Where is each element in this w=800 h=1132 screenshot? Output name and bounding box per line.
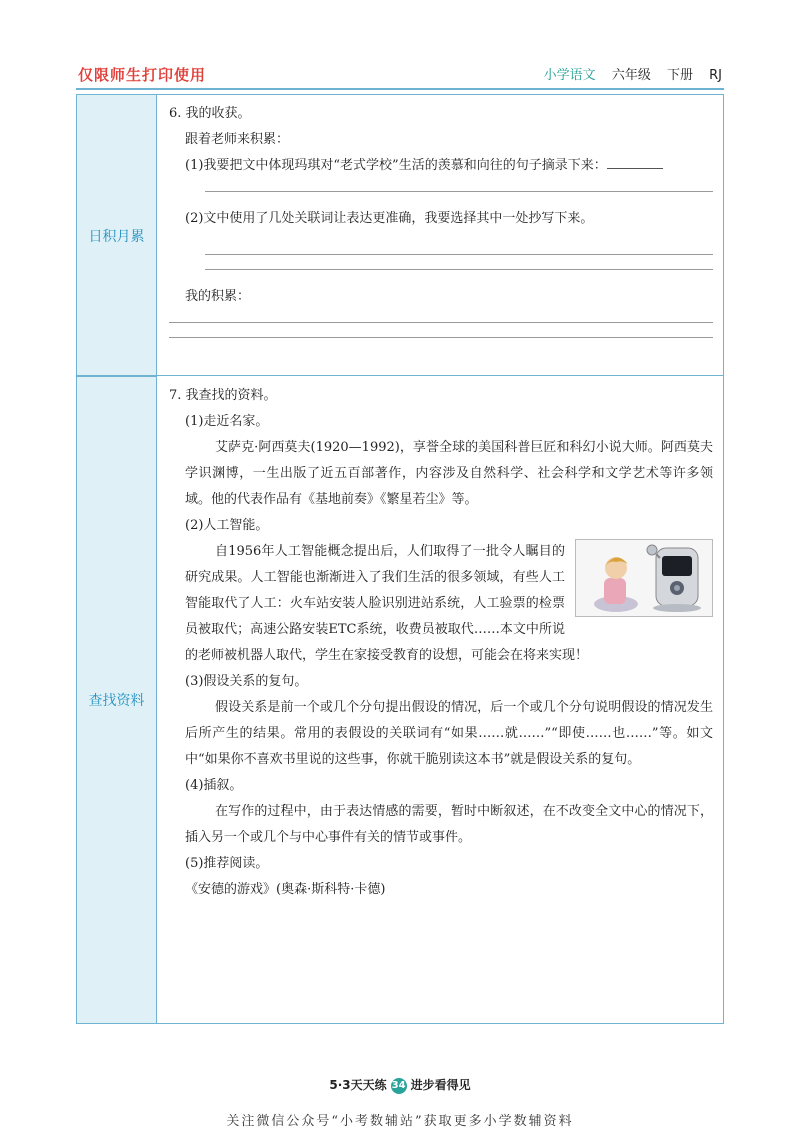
item-3-title: (3)假设关系的复句。 xyxy=(185,674,308,689)
answer-line-1[interactable] xyxy=(205,191,713,192)
volume-label: 下册 xyxy=(666,68,693,83)
section-label-research xyxy=(77,376,157,1023)
question-6-intro: 跟着老师来积累： xyxy=(185,132,290,147)
item-1-text: 艾萨克·阿西莫夫(1920—1992)，享誉全球的美国科普巨匠和科幻小说大师。阿西莫夫学识渊博，一生出版了近五百部著作，内容涉及自然科学、社会科学和文学艺术等许多领域。他的代表作品有《基地前奏》《繁星若尘》等。 xyxy=(185,440,713,507)
item-4-title: (4)插叙。 xyxy=(185,778,243,793)
item-4-text: 在写作的过程中，由于表达情感的需要，暂时中断叙述，在不改变全文中心的情况下，插入另一个或几个与中心事件有关的情节或事件。 xyxy=(185,804,713,845)
section-daily-content xyxy=(169,101,713,352)
answer-line-2[interactable] xyxy=(205,254,713,255)
answer-line-5[interactable] xyxy=(169,337,713,338)
section-label-daily-text: 日积月累 xyxy=(88,228,145,245)
item-2-text: 自1956年人工智能概念提出后，人们取得了一批令人瞩目的研究成果。人工智能也渐渐进入了我们生活的很多领域，有些人工智能取代了人工：火车站安装人脸识别进站系统，人工验票的检票员被取代；高速公路安装ETC系统，收费员被取代……本文中所说的老师被机器人取代，学生在家接受教育的设想，可能会在将来实现！ xyxy=(185,544,589,663)
item-1-title: (1)走近名家。 xyxy=(185,414,269,429)
wechat-notice: 关注微信公众号“小考数辅站”获取更多小学数辅资料 xyxy=(226,1114,574,1129)
answer-blank-inline[interactable] xyxy=(607,154,663,169)
item-5-title: (5)推荐阅读。 xyxy=(185,856,269,871)
edition-label: RJ xyxy=(709,68,722,83)
section-label-research-text: 查找资料 xyxy=(88,693,145,709)
item-2-title: (2)人工智能。 xyxy=(185,518,269,533)
footer-brand: 5·3天天练 xyxy=(329,1078,387,1092)
question-7-title: 7. 我查找的资料。 xyxy=(169,388,277,403)
item-3-text: 假设关系是前一个或几个分句提出假设的情况，后一个或几个分句说明假设的情况发生后所产生的结果。常用的表假设的关联词有“如果……就……”“即使……也……”等。如文中“如果你不喜欢书里说的这些事，你就干脆别读这本书”就是假设关系的复句。 xyxy=(185,700,713,767)
page-footer xyxy=(0,1076,800,1094)
footer-slogan: 进步看得见 xyxy=(410,1078,471,1092)
item-5-text: 《安德的游戏》(奥森·斯科特·卡德) xyxy=(185,882,386,897)
print-notice: 仅限师生打印使用 xyxy=(78,66,207,84)
question-6-part1 xyxy=(169,153,713,179)
section-label-daily xyxy=(77,95,157,376)
grade-label: 六年级 xyxy=(611,68,651,83)
robot-teacher-image xyxy=(575,539,713,617)
question-6-title: 6. 我的收获。 xyxy=(169,106,251,121)
answer-line-4[interactable] xyxy=(169,322,713,323)
header-divider xyxy=(76,88,724,90)
question-6-part2: (2)文中使用了几处关联词让表达更准确，我要选择其中一处抄写下来。 xyxy=(185,211,594,226)
worksheet xyxy=(76,94,724,1024)
item-2-block xyxy=(169,539,713,669)
subject-label: 小学语文 xyxy=(543,68,596,83)
my-collection-label: 我的积累： xyxy=(185,289,251,304)
section-divider xyxy=(77,375,723,376)
question-6-part1-text: (1)我要把文中体现玛琪对“老式学校”生活的羡慕和向往的句子摘录下来： xyxy=(185,158,607,173)
answer-line-3[interactable] xyxy=(205,269,713,270)
section-research-content xyxy=(169,383,713,903)
book-info xyxy=(544,64,722,83)
page-number: 34 xyxy=(391,1078,407,1094)
